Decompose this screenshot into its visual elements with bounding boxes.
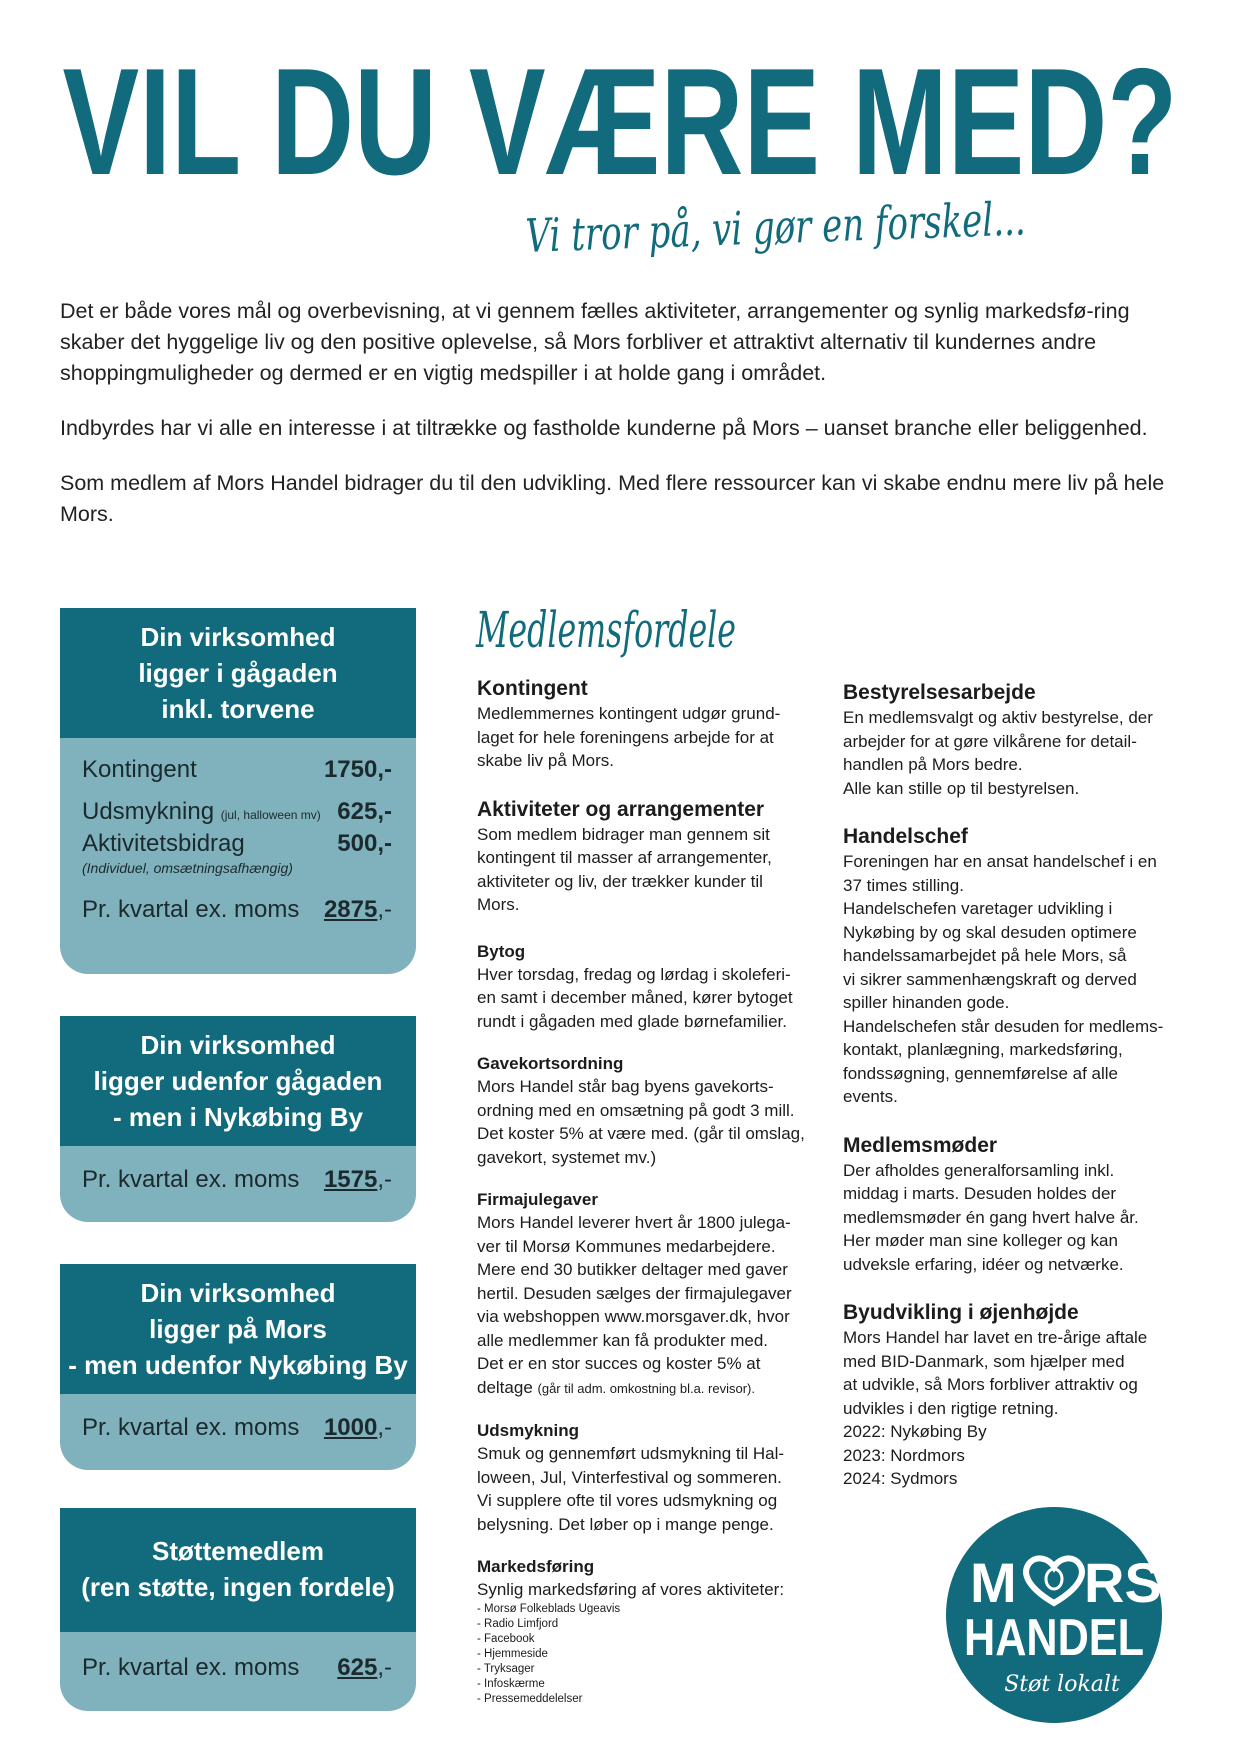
card-header: Din virksomhed ligger i gågaden inkl. torvene	[60, 608, 416, 738]
membership-card-stottemedlem	[60, 1508, 416, 1711]
headline-text: VIL DU VÆRE MED?	[62, 37, 1178, 207]
benefit-handelschef: Handelschef Foreningen har en ansat handelschef i en 37 times stilling. Handelschefen varetager udvikling i Nykøbing by og skal desuden optimere handelssamarbejdet på hele Mors, så vi sikrer sammenhængskraft og derved spiller hinanden gode. Handelschefen står desuden for medlems- kontakt, planlægning, markedsføring, fondssøgning, gennemførelse af alle events.	[843, 825, 1164, 1106]
price-row-udsmykning: Udsmykning (jul, halloween mv) 625,-	[82, 798, 392, 825]
benefits-title-text: Medlemsfordele	[475, 601, 736, 659]
membership-card-mors	[60, 1264, 416, 1470]
benefit-udsmykning: Udsmykning Smuk og gennemført udsmykning til Hal- loween, Jul, Vinterfestival og sommeren. Vi supplere ofte til vores udsmykning og belysning. Det løber op i mange penge.	[477, 1421, 785, 1534]
benefit-firmajulegaver: Firmajulegaver Mors Handel leverer hvert år 1800 julega- ver til Morsø Kommunes medarbejdere. Mere end 30 butikker deltager med gaver hertil. Desuden sælges der firmajulegaver via webshoppen www.morsgaver.dk, hvor alle medlemmer kan få produkter med. Det er en stor succes og koster 5% at deltage (går til adm. omkostning bl.a. revisor).	[477, 1190, 792, 1397]
card-body	[60, 1146, 416, 1210]
list-item: - Tryksager	[477, 1662, 535, 1675]
benefit-kontingent: Kontingent Medlemmernes kontingent udgør grund- laget for hele foreningens arbejde for at skabe liv på Mors.	[477, 677, 781, 770]
benefit-bytog: Bytog Hver torsdag, fredag og lørdag i skoleferi- en samt i december måned, kører bytoget rundt i gågaden med glade børnefamilier.	[477, 941, 793, 1031]
logo-handel: HANDEL	[964, 1609, 1144, 1667]
tagline-text: Vi tror på, vi gør en forskel...	[524, 185, 1204, 263]
intro-text	[60, 296, 1170, 554]
logo-slogan: Støt lokalt	[1004, 1672, 1120, 1697]
list-item: - Infoskærme	[477, 1677, 545, 1690]
intro-paragraph-3: Som medlem af Mors Handel bidrager du til den udvikling. Med flere ressourcer kan vi skabe endnu mere liv på hele Mors.	[60, 471, 1165, 526]
benefit-markedsforing: Markedsføring Synlig markedsføring af vores aktiviteter: - Morsø Folkeblads Ugeavis - Radio Limfjord - Facebook - Hjemmeside - Tryksager - Infoskærme - Pressemeddelelser	[477, 1556, 837, 1707]
list-item: - Radio Limfjord	[477, 1617, 559, 1630]
benefit-aktiviteter: Aktiviteter og arrangementer Som medlem bidrager man gennem sit kontingent til masser af arrangementer, aktiviteter og liv, der trækker kunder til Mors.	[477, 797, 772, 914]
card-body	[60, 1632, 416, 1698]
membership-card-nykobing	[60, 1016, 416, 1222]
headline	[60, 37, 1180, 207]
benefits-title	[474, 595, 774, 665]
intro-paragraph-2: Indbyrdes har vi alle en interesse i at tiltrække og fastholde kunderne på Mors – uanset branche eller beliggenhed.	[60, 416, 1148, 440]
logo-letter-m: M	[970, 1551, 1017, 1614]
card-header: Støttemedlem (ren støtte, ingen fordele)	[60, 1508, 416, 1632]
price-row-total: Pr. kvartal ex. moms 1000,-	[82, 1414, 392, 1441]
markedsforing-list	[477, 1602, 837, 1707]
membership-card-gagaden	[60, 608, 416, 974]
benefit-gavekort: Gavekortsordning Mors Handel står bag byens gavekorts- ordning med en omsætning på godt 3 mill. Det koster 5% at være med. (går til omslag, gavekort, systemet mv.)	[477, 1054, 805, 1167]
list-item: - Morsø Folkeblads Ugeavis	[477, 1602, 621, 1615]
tagline	[520, 185, 1204, 285]
price-row-kontingent: Kontingent 1750,-	[82, 756, 392, 783]
aktivitet-note: (Individuel, omsætningsafhængig)	[82, 860, 293, 876]
card-body	[60, 738, 416, 940]
mors-handel-logo	[944, 1505, 1164, 1725]
benefit-medlemsmoder: Medlemsmøder Der afholdes generalforsamling inkl. middag i marts. Desuden holdes der medlemsmøder én gang hvert halve år. Her møder man sine kolleger og kan udveksle erfaring, idéer og netværke.	[843, 1133, 1139, 1274]
price-row-total: Pr. kvartal ex. moms 1575,-	[82, 1166, 392, 1193]
list-item: - Facebook	[477, 1632, 535, 1645]
benefit-bestyrelse: Bestyrelsesarbejde En medlemsvalgt og aktiv bestyrelse, der arbejder for at gøre vilkårene for detail- handlen på Mors bedre. Alle kan stille op til bestyrelsen.	[843, 681, 1153, 798]
price-row-total: Pr. kvartal ex. moms 2875,-	[82, 896, 392, 923]
benefit-byudvikling: Byudvikling i øjenhøjde Mors Handel har lavet en tre-årige aftale med BID-Danmark, som hjælper med at udvikle, så Mors forbliver attraktiv og udvikles i den rigtige retning. 2022: Nykøbing By 2023: Nordmors 2024: Sydmors	[843, 1301, 1148, 1488]
benefits-column-right	[843, 680, 1193, 1511]
intro-paragraph-1: Det er både vores mål og overbevisning, at vi gennem fælles aktiviteter, arrangementer og synlig markedsfø-ring skaber det hyggelige liv og den positive oplevelse, så Mors forbliver et attraktivt alternativ til kundernes andre shoppingmuligheder og dermed er en vigtig medspiller i at holde gang i området.	[60, 299, 1130, 385]
list-item: - Hjemmeside	[477, 1647, 548, 1660]
card-header: Din virksomhed ligger på Mors - men udenfor Nykøbing By	[60, 1264, 416, 1394]
price-row-total: Pr. kvartal ex. moms 625,-	[82, 1654, 392, 1681]
card-body	[60, 1394, 416, 1458]
price-row-aktivitet: Aktivitetsbidrag 500,-	[82, 830, 392, 857]
logo-letters-rs: RS	[1084, 1551, 1162, 1614]
list-item: - Pressemeddelelser	[477, 1692, 583, 1705]
benefits-column-left	[477, 676, 837, 1727]
card-header: Din virksomhed ligger udenfor gågaden - men i Nykøbing By	[60, 1016, 416, 1146]
